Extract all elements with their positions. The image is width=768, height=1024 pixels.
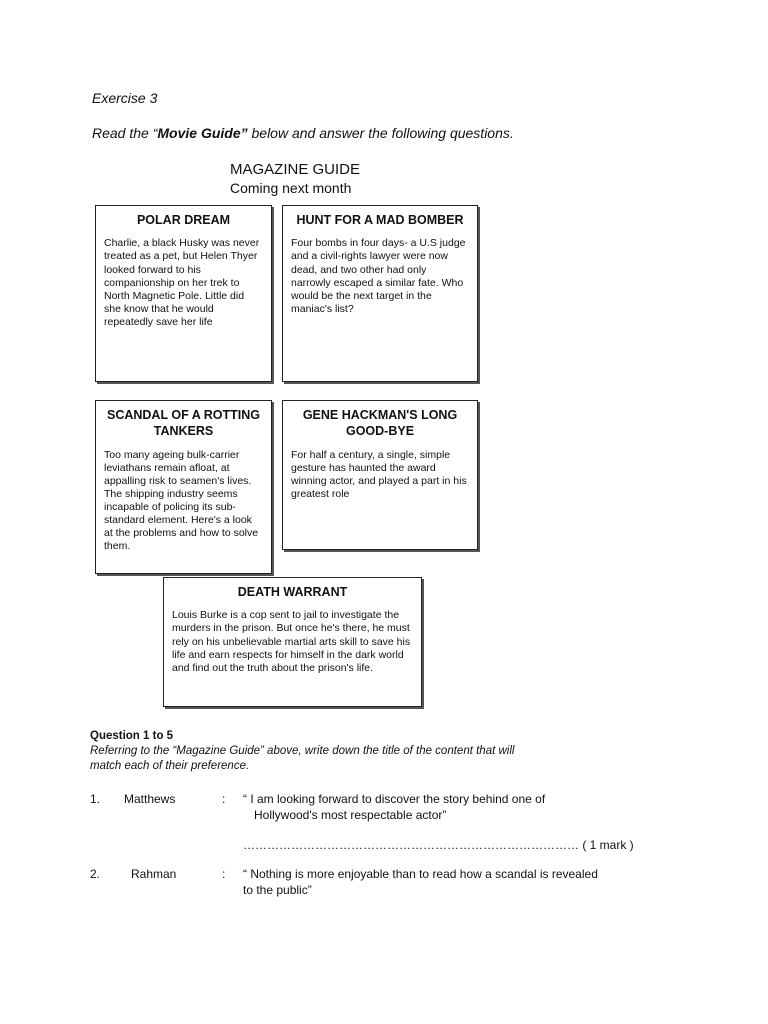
guide-box-rotting-tankers — [95, 400, 272, 574]
answer-line[interactable]: ………………………………………………………………………… ( 1 mark ) — [243, 838, 634, 852]
guide-box-text: Four bombs in four days- a U.S judge and a civil-rights lawyer were now dead, and two other had only narrowly escaped a similar fate. Who would be the next target in the maniac's list? — [291, 237, 466, 315]
magazine-title: MAGAZINE GUIDE — [230, 161, 361, 178]
question-quote-line: “ Nothing is more enjoyable than to read how a scandal is revealed — [243, 867, 598, 881]
question-quote — [243, 792, 545, 823]
question-quote-line: Hollywood's most respectable actor” — [254, 807, 447, 822]
guide-box-polar-dream — [95, 205, 272, 382]
guide-box-text: Too many ageing bulk-carrier leviathans remain afloat, at appalling risk to seamen's lives. The shipping industry seems incapable of policing its sub-standard element. Here's a look at the problems and how to solve them. — [104, 448, 259, 553]
intro-prefix: Read the “ — [92, 125, 158, 141]
guide-box-title: POLAR DREAM — [136, 213, 231, 227]
question-number: 2. — [90, 867, 101, 881]
question-quote — [243, 867, 598, 898]
question-colon: : — [222, 867, 226, 881]
guide-box-title: GENE HACKMAN'S LONG GOOD-BYE — [302, 408, 458, 439]
magazine-subtitle: Coming next month — [230, 180, 352, 196]
guide-box-text: Louis Burke is a cop sent to jail to investigate the murders in the prison. But once he's there, he must rely on his unbelievable martial arts skill to save his life and earn respects for himself in the dark world and find out the truth about the prison's life. — [172, 609, 411, 674]
guide-box-death-warrant — [163, 577, 422, 707]
question-heading: Question 1 to 5 — [90, 730, 174, 742]
exercise-heading: Exercise 3 — [92, 90, 158, 106]
question-colon: : — [222, 792, 226, 806]
guide-box-title: DEATH WARRANT — [237, 585, 348, 599]
question-number: 1. — [90, 792, 101, 806]
question-instruction: Referring to the “Magazine Guide” above, write down the title of the content that will match each of their preference. — [90, 745, 515, 772]
question-quote-line: to the public” — [243, 882, 312, 897]
intro-instruction — [92, 125, 514, 141]
intro-suffix: below and answer the following questions. — [247, 125, 514, 141]
question-person-name: Rahman — [131, 867, 177, 881]
guide-box-mad-bomber — [282, 205, 478, 382]
guide-box-text: Charlie, a black Husky was never treated as a pet, but Helen Thyer looked forward to his companionship on her trek to North Magnetic Pole. Little did she know that he would repeatedly save her life — [104, 237, 260, 328]
intro-bold: Movie Guide” — [157, 125, 248, 141]
question-person-name: Matthews — [124, 792, 176, 806]
guide-box-text: For half a century, a single, simple gesture has haunted the award winning actor, and played a part in his greatest role — [291, 448, 467, 500]
guide-box-title: SCANDAL OF A ROTTING TANKERS — [106, 408, 260, 439]
question-quote-line: “ I am looking forward to discover the story behind one of — [243, 792, 546, 806]
guide-box-gene-hackman — [282, 400, 478, 550]
guide-box-title: HUNT FOR A MAD BOMBER — [296, 213, 464, 227]
